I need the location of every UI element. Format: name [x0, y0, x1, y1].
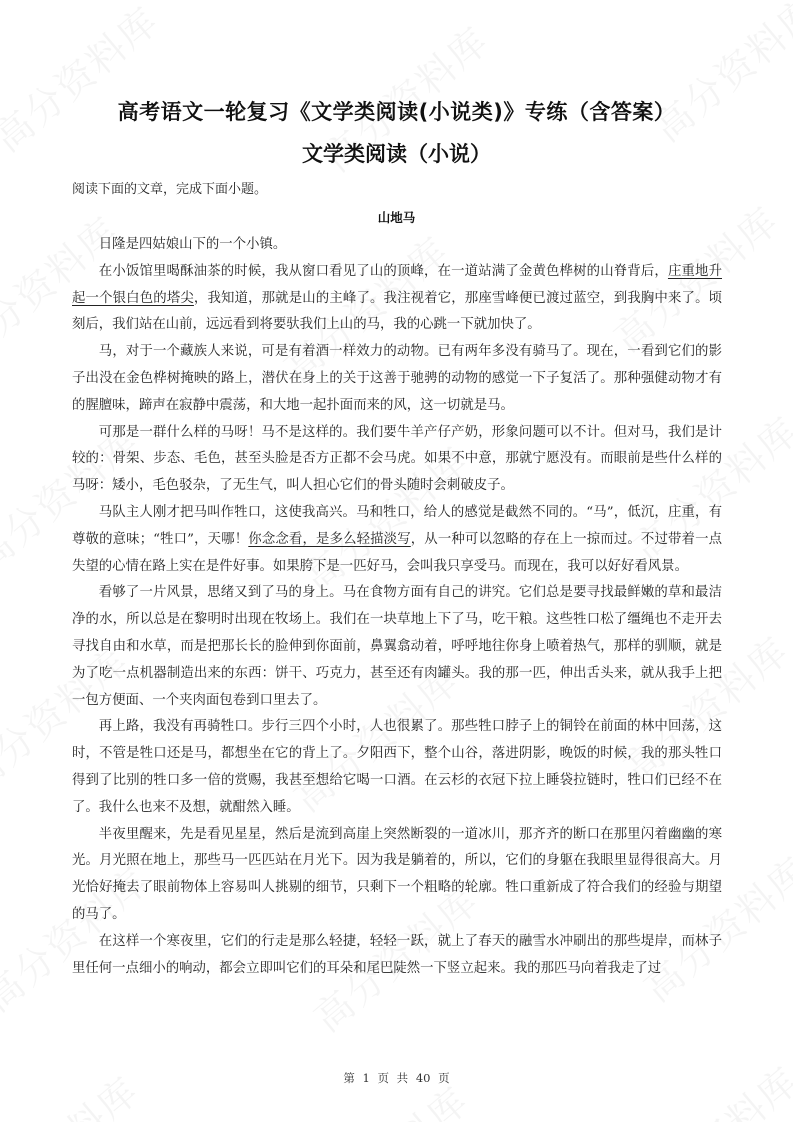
story-paragraph [72, 929, 722, 983]
story-paragraph [72, 420, 722, 500]
document-title: 高考语文一轮复习《文学类阅读(小说类)》专练（含答案） [117, 100, 676, 124]
story-paragraph [72, 822, 722, 929]
paragraph-text: 可那是一群什么样的马呀！马不是这样的。我们要牛羊产仔产奶，形象问题可以不计。但对马，我们是计较的：骨架、步态、毛色，甚至头脸是否方正都不会马虎。如果不中意，那就宁愿没有。而眼前是些什么样的马呀：矮小，毛色驳杂，了无生气，叫人担心它们的骨头随时会刺破皮子。 [72, 424, 722, 494]
story-body [72, 232, 722, 982]
story-paragraph [72, 259, 722, 339]
paragraph-text: 马，对于一个藏族人来说，可是有着酒一样效力的动物。已有两年多没有骑马了。现在，一看到它们的影子出没在金色桦树掩映的路上，潜伏在身上的关于这善于驰骋的动物的感觉一下子复活了。那种强健动物才有的腥膻味，蹄声在寂静中震荡，和大地一起扑面而来的风，这一切就是马。 [72, 344, 722, 413]
story-paragraph [72, 232, 722, 259]
paragraph-text: 看够了一片风景，思绪又到了马的身上。马在食物方面有自己的讲究。它们总是要寻找最鲜嫩的草和最洁净的水，所以总是在黎明时出现在牧场上。我们在一块草地上下了马，吃干粮。这些牲口松了缰绳也不走开去寻找自由和水草，而是把那长长的脸伸到你面前，鼻翼翕动着，呼呼地往你身上喷着热气，那样的驯顺，就是为了吃一点机器制造出来的东西：饼干、巧克力，甚至还有肉罐头。我的那一匹，伸出舌头来，就从我手上把一包方便面、一个夹肉面包卷到口里去了。 [72, 585, 722, 708]
paragraph-text: ，我知道，那就是山的主峰了。我注视着它，那座雪峰便已渡过蓝空，到我胸中来了。顷刻后，我们站在山前，远远看到将要驮我们上山的马，我的心跳一下就加快了。 [72, 290, 722, 333]
paragraph-text: 再上路，我没有再骑牲口。步行三四个小时，人也很累了。那些牲口脖子上的铜铃在前面的林中回荡，这时，不管是牲口还是马，都想坐在它的背上了。夕阳西下，整个山谷，落进阴影，晚饭的时候，我的那头牲口得到了比别的牲口多一倍的赏赐，我甚至想给它喝一口酒。在云杉的衣冠下拉上睡袋拉链时，牲口们已经不在了。我什么也来不及想，就酣然入睡。 [72, 719, 722, 815]
paragraph-text: ，从一种可以忽略的存在上一掠而过。不过带着一点失望的心情在路上实在是件好事。如果胯下是一匹好马，会叫我只享受马。而现在，我可以好好看风景。 [72, 531, 722, 574]
story-paragraph [72, 500, 722, 580]
paragraph-text: 在小饭馆里喝酥油茶的时候，我从窗口看见了山的顶峰，在一道站满了金黄色桦树的山脊背后， [98, 263, 668, 279]
story-paragraph [72, 580, 722, 714]
paragraph-text: 在这样一个寒夜里，它们的行走是那么轻捷，轻轻一跃，就上了春天的融雪水冲刷出的那些堤岸，而林子里任何一点细小的响动，都会立即叫它们的耳朵和尾巴陡然一下竖立起来。我的那匹马向着我走了过 [72, 933, 722, 976]
document-subtitle: 文学类阅读（小说） [302, 142, 491, 166]
story-paragraph [72, 714, 722, 821]
paragraph-text: 日隆是四姑娘山下的一个小镇。 [98, 237, 287, 252]
underlined-phrase: 庄重地升起一个银白色的塔尖 [72, 263, 722, 306]
story-title: 山地马 [377, 210, 416, 225]
reading-instruction: 阅读下面的文章，完成下面小题。 [72, 182, 268, 197]
underlined-phrase: 你念念看，是多么轻描淡写 [248, 531, 411, 547]
page-footer: 第 1 页 共 40 页 [343, 1071, 450, 1085]
story-paragraph [72, 339, 722, 419]
paragraph-text: 半夜里醒来，先是看见星星，然后是流到高崖上突然断裂的一道冰川，那齐齐的断口在那里闪着幽幽的寒光。月光照在地上，那些马一匹匹站在月光下。因为我是躺着的，所以，它们的身躯在我眼里显得很高大。月光恰好掩去了眼前物体上容易叫人挑剔的细节，只剩下一个粗略的轮廓。牲口重新成了符合我们的经验与期望的马了。 [72, 826, 722, 922]
paragraph-text: 马队主人刚才把马叫作牲口，这使我高兴。马和牲口，给人的感觉是截然不同的。“马”，低沉，庄重，有尊敬的意味；“牲口”，天哪！ [72, 504, 722, 547]
